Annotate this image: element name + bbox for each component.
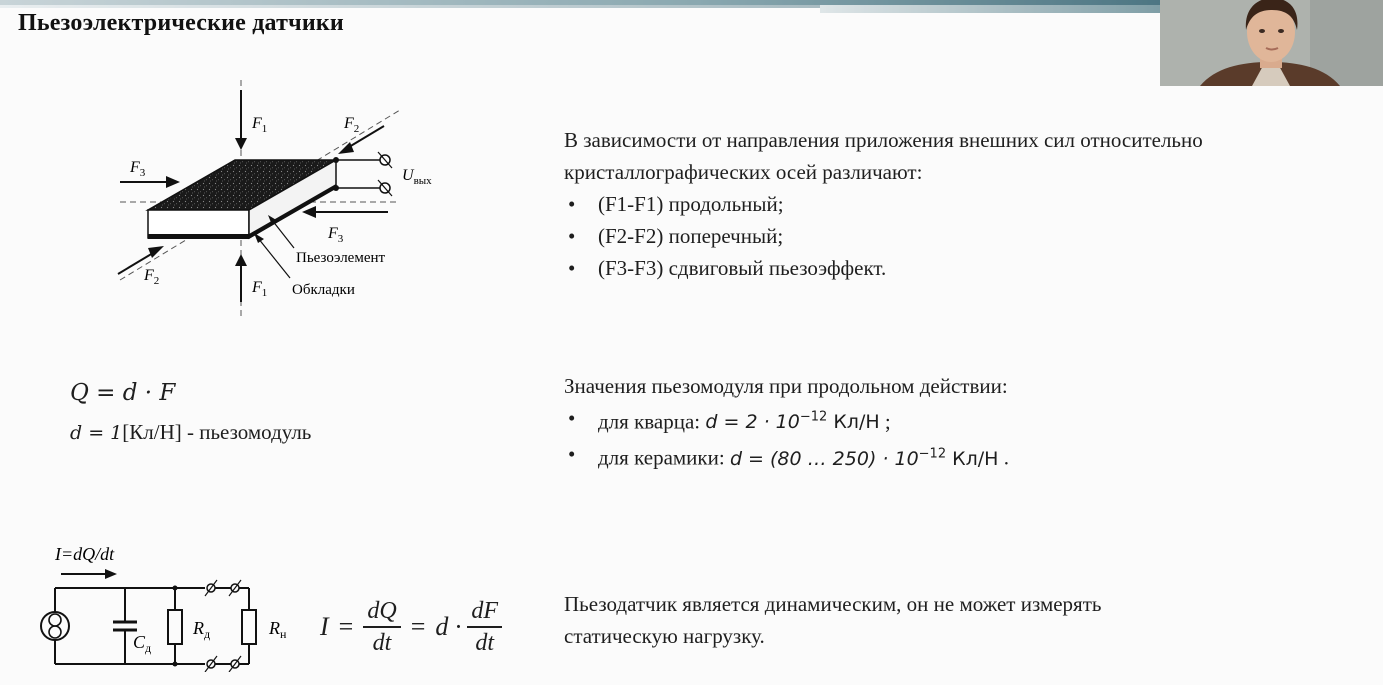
f2-top-arrow-icon xyxy=(338,142,354,154)
effects-intro: В зависимости от направления приложения внешних сил относительно кристаллографических осей различают: xyxy=(564,128,1203,184)
f3-right-arrow-icon xyxy=(302,206,316,218)
ceramic-label: для керамики: xyxy=(598,445,730,470)
modulus-block xyxy=(564,370,1364,475)
u-out-label: $U_{вых}$ xyxy=(402,167,432,187)
top-band-lower-right xyxy=(820,5,1160,13)
plates-label: Обкладки xyxy=(292,282,355,298)
resistor-internal-icon xyxy=(168,610,182,644)
frac1-numerator: dQ xyxy=(363,596,400,628)
modulus-item-quartz xyxy=(564,402,1364,438)
f1-bottom-label: $F_1$ xyxy=(252,279,268,299)
current-formula-lhs: I xyxy=(320,612,329,641)
slide-title: Пьезоэлектрические датчики xyxy=(18,10,344,36)
presenter-webcam xyxy=(1160,0,1383,86)
f3-left-label: $F_3$ xyxy=(130,159,146,179)
current-formula-frac2 xyxy=(467,596,502,658)
top-band-lower-left xyxy=(0,5,820,8)
modulus-definition-text: [Кл/Н] - пьезомодуль xyxy=(122,420,312,444)
ceramic-value: d = (80 … $250) \cdot 10^{-12}$ Кл/Н xyxy=(729,446,999,470)
slab-front-face xyxy=(148,210,249,238)
current-formula-eq1: = xyxy=(338,612,354,641)
modulus-item-ceramic xyxy=(564,438,1364,474)
f1-bottom-arrow-icon xyxy=(235,254,247,266)
modulus-definition xyxy=(70,420,311,445)
current-arrow-icon xyxy=(105,569,117,579)
ceramic-tail: . xyxy=(998,445,1009,470)
conclusion-text: Пьезодатчик является динамическим, он не может измерять статическую нагрузку. xyxy=(564,592,1102,648)
current-formula-eq2: = xyxy=(410,612,426,641)
frac2-numerator: dF xyxy=(467,596,502,628)
f3-left-arrow-icon xyxy=(166,176,180,188)
equivalent-circuit xyxy=(35,540,305,672)
charge-equation: Q = d · F xyxy=(70,380,176,406)
effects-block xyxy=(564,124,1364,284)
f1-top-label: $F_1$ xyxy=(252,115,268,135)
current-formula xyxy=(320,596,502,658)
resistor-internal-label: $R_д$ xyxy=(193,618,211,641)
resistor-load-icon xyxy=(242,610,256,644)
effect-item-shear: • (F3-F3) сдвиговый пьезоэффект. xyxy=(564,252,1364,284)
quartz-label: для кварца: xyxy=(598,409,706,434)
quartz-value: $d = 2 \cdot 10^{-12}$ Кл/Н xyxy=(705,410,880,434)
current-label: I=dQ/dt xyxy=(55,544,115,564)
f2-bottom-arrow-icon xyxy=(148,246,164,258)
resistor-load-label: $R_н$ xyxy=(269,618,287,641)
piezo-element-label: Пьезоэлемент xyxy=(296,250,386,266)
f3-right-label: $F_3$ xyxy=(328,225,344,245)
presenter-figure xyxy=(1160,0,1383,86)
capacitor-label: $C_д$ xyxy=(133,632,152,655)
frac2-denominator: dt xyxy=(475,630,495,656)
piezo-element-diagram xyxy=(100,80,460,320)
quartz-tail: ; xyxy=(879,409,891,434)
frac1-denominator: dt xyxy=(372,630,392,656)
f1-top-arrow-icon xyxy=(235,138,247,150)
current-formula-mid: d · xyxy=(435,612,462,641)
charge-formula xyxy=(70,380,311,445)
effect-item-longitudinal: • (F1-F1) продольный; xyxy=(564,188,1364,220)
effect-item-transverse: • (F2-F2) поперечный; xyxy=(564,220,1364,252)
conclusion-block xyxy=(564,588,1144,652)
slab-bottom-plate xyxy=(148,234,249,239)
f2-bottom-label: $F_2$ xyxy=(144,267,160,287)
f2-top-label: $F_2$ xyxy=(344,115,360,135)
modulus-heading: Значения пьезомодуля при продольном действии: xyxy=(564,374,1008,398)
current-formula-frac1 xyxy=(363,596,400,658)
modulus-list xyxy=(564,402,1364,475)
effects-list xyxy=(564,188,1364,284)
modulus-definition-math: d = 1 xyxy=(70,422,123,444)
